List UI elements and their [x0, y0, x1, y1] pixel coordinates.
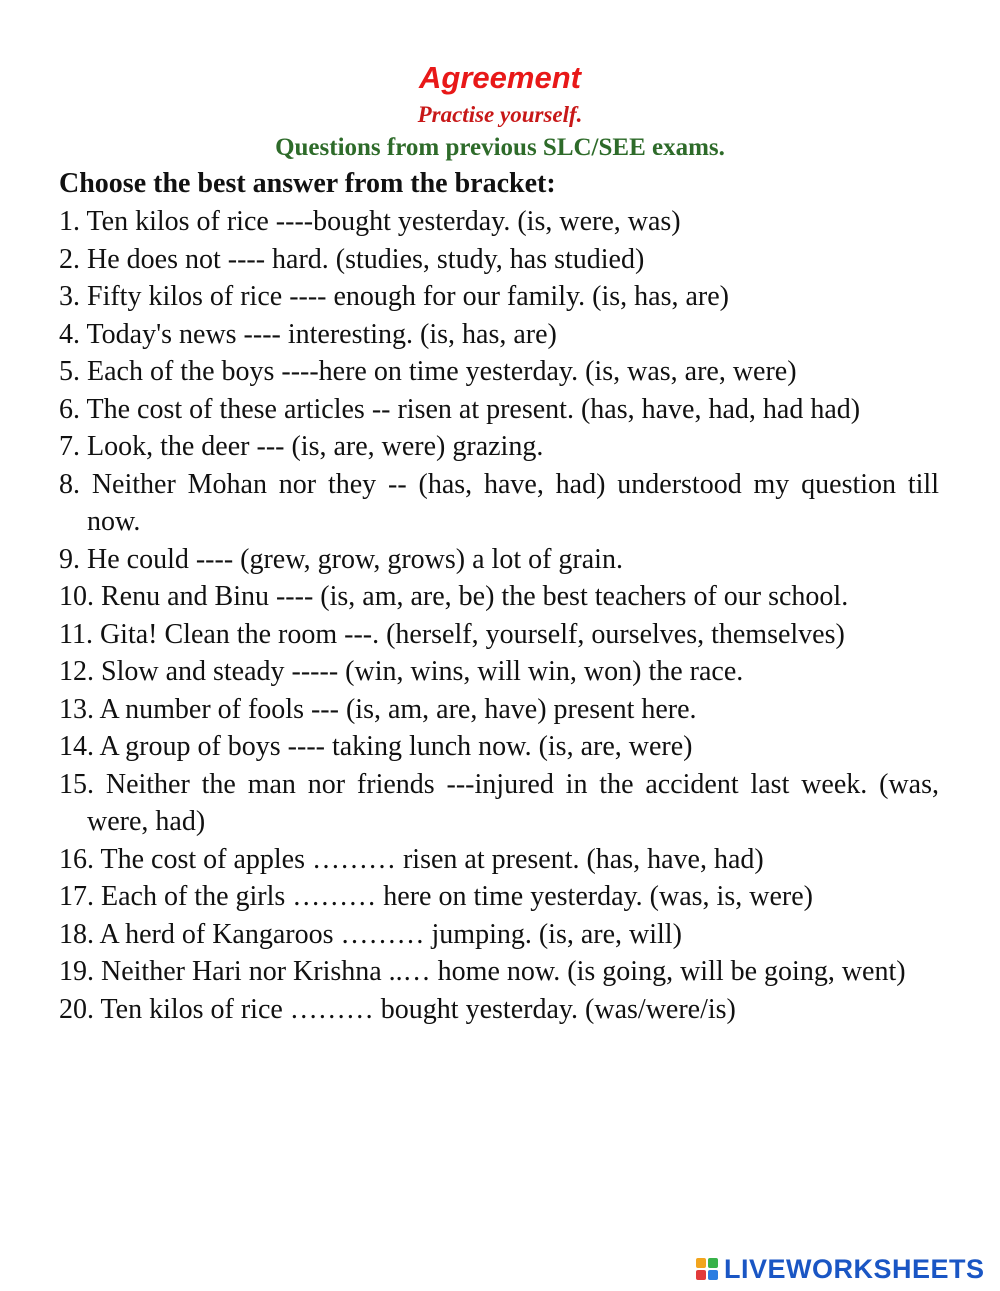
- question-item: 18. A herd of Kangaroos ……… jumping. (is, are, will): [59, 918, 682, 950]
- question-item: 4. Today's news ---- interesting. (is, has, are): [59, 318, 557, 350]
- page-title: Agreement: [419, 60, 581, 95]
- question-item: 6. The cost of these articles -- risen at present. (has, have, had, had had): [59, 393, 861, 425]
- liveworksheets-logo-icon: [696, 1258, 718, 1280]
- question-item: 8. Neither Mohan nor they -- (has, have, had) understood my question till now.: [59, 468, 939, 537]
- question-item: 16. The cost of apples ……… risen at present. (has, have, had): [59, 843, 764, 875]
- logo-text: LIVEWORKSHEETS: [724, 1253, 985, 1284]
- question-item: 1. Ten kilos of rice ----bought yesterday. (is, were, was): [59, 206, 681, 237]
- question-item: 11. Gita! Clean the room ---. (herself, yourself, ourselves, themselves): [59, 618, 845, 650]
- logo-square: [696, 1258, 706, 1268]
- question-item: 14. A group of boys ---- taking lunch now. (is, are, were): [59, 731, 693, 762]
- liveworksheets-logo[interactable]: [696, 1254, 985, 1284]
- page-subtitle: Practise yourself.: [417, 102, 583, 127]
- instruction-heading: Choose the best answer from the bracket:: [59, 168, 556, 199]
- question-item: 2. He does not ---- hard. (studies, study, has studied): [59, 243, 645, 275]
- question-item: 3. Fifty kilos of rice ---- enough for our family. (is, has, are): [59, 281, 729, 312]
- question-item: 5. Each of the boys ----here on time yesterday. (is, was, are, were): [59, 356, 797, 387]
- logo-square: [696, 1270, 706, 1280]
- question-item: 7. Look, the deer --- (is, are, were) grazing.: [59, 431, 544, 462]
- question-item: 19. Neither Hari nor Krishna ..… home now. (is going, will be going, went): [59, 956, 906, 987]
- logo-square: [708, 1258, 718, 1268]
- question-item: 12. Slow and steady ----- (win, wins, will win, won) the race.: [59, 656, 744, 687]
- question-item: 9. He could ---- (grew, grow, grows) a lot of grain.: [59, 543, 623, 575]
- logo-square: [708, 1270, 718, 1280]
- question-list: [59, 203, 939, 1028]
- question-item: 20. Ten kilos of rice ……… bought yesterday. (was/were/is): [59, 993, 736, 1025]
- question-source: Questions from previous SLC/SEE exams.: [275, 134, 725, 161]
- question-item: 17. Each of the girls ……… here on time yesterday. (was, is, were): [59, 881, 813, 912]
- question-item: 13. A number of fools --- (is, am, are, have) present here.: [59, 693, 697, 725]
- question-item: 15. Neither the man nor friends ---injured in the accident last week. (was, were, had): [59, 768, 939, 837]
- question-item: 10. Renu and Binu ---- (is, am, are, be) the best teachers of our school.: [59, 581, 849, 612]
